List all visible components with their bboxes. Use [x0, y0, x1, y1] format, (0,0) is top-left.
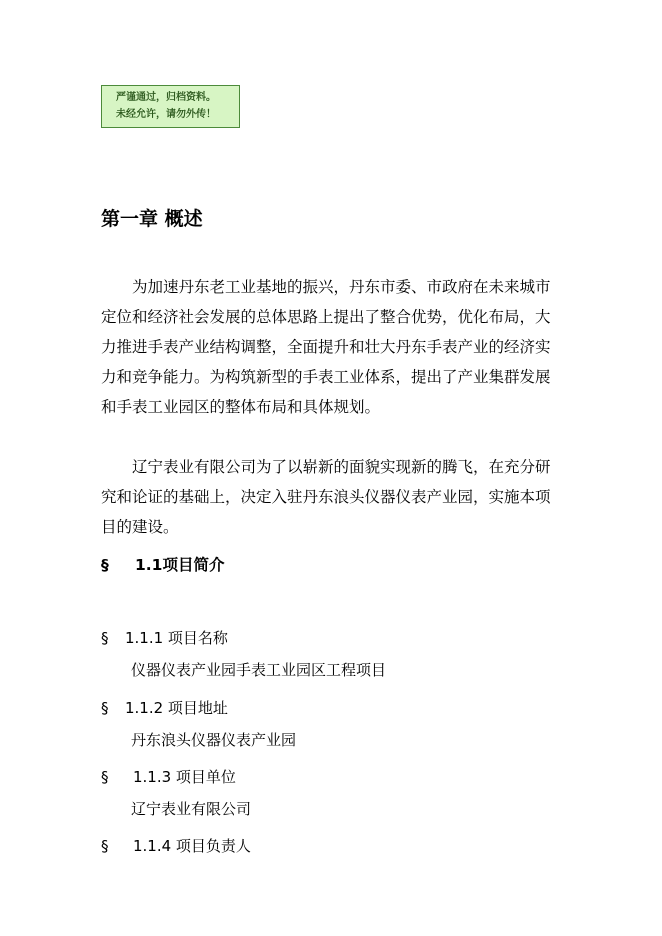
subsection-heading: [101, 766, 236, 787]
subsection-mark: §: [101, 629, 109, 647]
subsection-heading: [101, 627, 228, 648]
stamp-line-2: 未经允许，请勿外传！: [116, 109, 216, 120]
approval-stamp: [101, 85, 240, 128]
subsection-title: 1.1.1 项目名称: [125, 629, 228, 647]
paragraph-intro: 为加速丹东老工业基地的振兴，丹东市委、市政府在未来城市定位和经济社会发展的总体思路上提出了整合优势，优化布局，大力推进手表产业结构调整，全面提升和壮大丹东手表产业的经济实力和竞争能力。为构筑新型的手表工业体系，提出了产业集群发展和手表工业园区的整体布局和具体规划。: [101, 278, 551, 416]
subsection-title: 1.1.4 项目负责人: [133, 837, 251, 855]
stamp-line-1: 严谨通过，归档资料。: [116, 92, 216, 103]
section-mark: §: [101, 556, 109, 574]
subsection-mark: §: [101, 699, 109, 717]
subsection-value: 仪器仪表产业园手表工业园区工程项目: [131, 661, 387, 679]
section-heading: [101, 553, 224, 575]
subsection-value: 丹东浪头仪器仪表产业园: [131, 731, 297, 749]
subsection-value: 辽宁表业有限公司: [131, 800, 252, 818]
paragraph-company: 辽宁表业有限公司为了以崭新的面貌实现新的腾飞，在充分研究和论证的基础上，决定入驻丹东浪头仪器仪表产业园，实施本项目的建设。: [101, 458, 551, 536]
subsection-title: 1.1.2 项目地址: [125, 699, 228, 717]
subsection-mark: §: [101, 768, 109, 786]
chapter-title: 第一章 概述: [101, 208, 203, 230]
subsection-mark: §: [101, 837, 109, 855]
subsection-heading: [101, 835, 251, 856]
subsection-heading: [101, 697, 228, 718]
section-title: 1.1项目简介: [135, 556, 225, 574]
subsection-title: 1.1.3 项目单位: [133, 768, 236, 786]
